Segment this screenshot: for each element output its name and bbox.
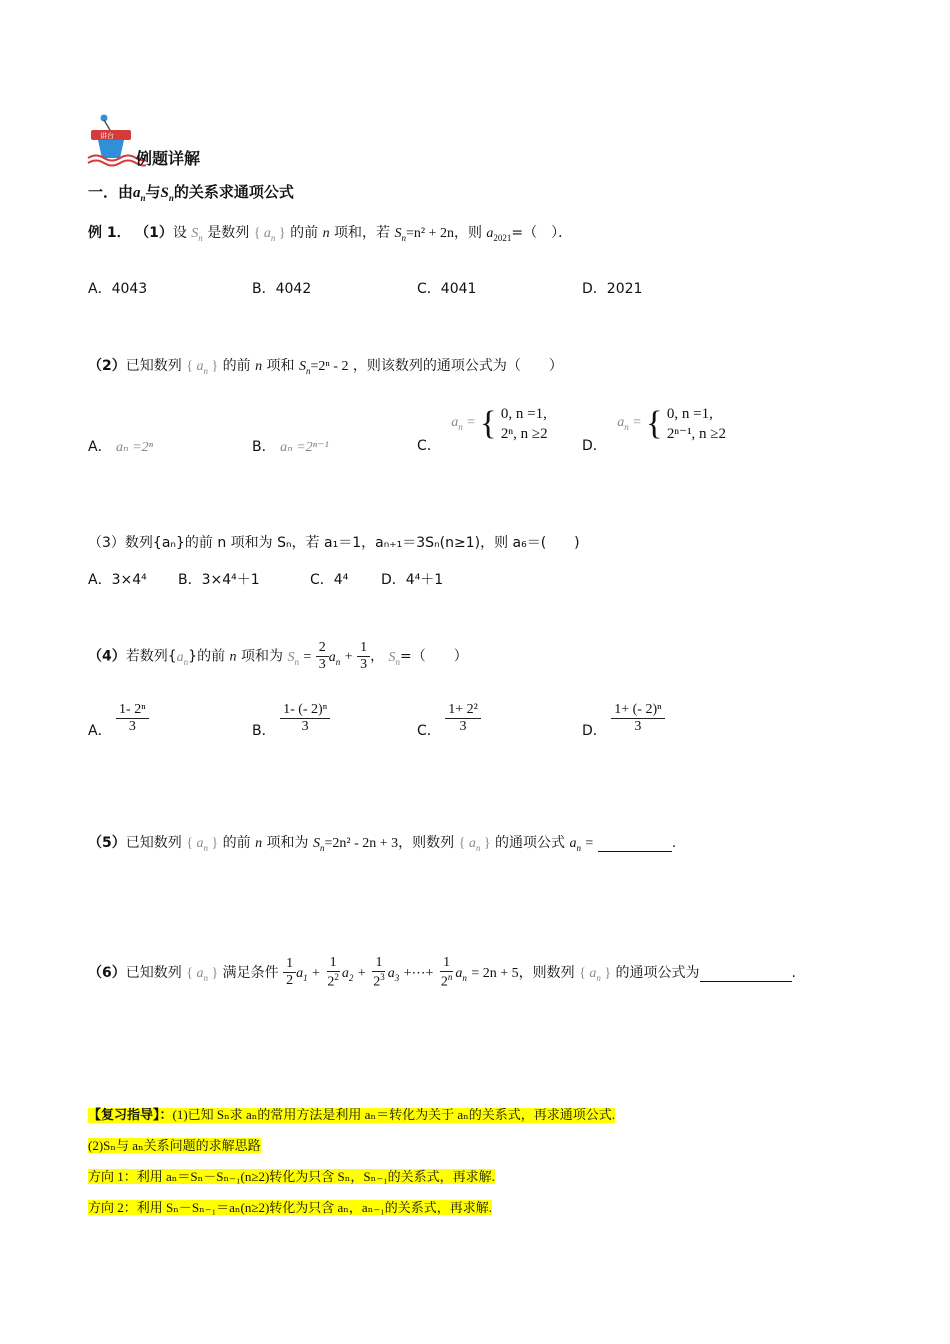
review-guide <box>88 1100 615 1224</box>
q2-option-a[interactable]: A． aₙ =2ⁿ <box>88 439 154 455</box>
q4-option-d[interactable]: D． $\frac{\text{1+ (- 2)ⁿ}}{3}$ <box>582 702 665 735</box>
header <box>86 108 226 168</box>
question-5: （5）已知数列 { $a_n$ } 的前 n 项和为 $S_n=2n^2 - 2n + 3$，则数列 { $a_n$ } 的通项公式 $a_n$ = . <box>88 835 677 853</box>
question-4: （4）若数列$\{a_n\}$的前 n 项和为 $S_n$ = $\frac{2}{3}$ $a_n$ + $\frac{1}{3}$ ， $S_n=$（ ） <box>88 640 468 672</box>
question-6: （6）已知数列 { $a_n$ } 满足条件 $\frac{1}{2}$ $a_1$ + $\frac{1}{2^2}$ $a_2$ + $\frac{1}{2^3}$ $a_3$ +⋯+ $\frac{1}{2^n}$ $a_n = 2n + 5$，则数列 { $a_n$ } 的通项公式为 . <box>88 955 796 990</box>
section-title: 一．由$a_n$与$S_n$的关系求通项公式 <box>88 183 294 203</box>
q3-option-c[interactable]: C．4⁴ <box>310 572 349 588</box>
review-line-1: 【复习指导】：(1)已知 Sₙ求 aₙ的常用方法是利用 aₙ＝转化为关于 aₙ的关系式，再求通项公式. <box>88 1107 615 1123</box>
q2-option-c[interactable]: C． $a_n$ = { 0, n =1, 2ⁿ, n ≥2 <box>417 405 548 454</box>
q3-option-b[interactable]: B．3×4⁴＋1 <box>178 572 260 588</box>
q4-option-c[interactable]: C． $\frac{\text{1+ 2²}}{3}$ <box>417 702 481 735</box>
q5-answer-blank[interactable] <box>598 835 672 852</box>
q6-answer-blank[interactable] <box>700 965 792 982</box>
page-title: 例题详解 <box>136 149 201 168</box>
q1-option-a[interactable]: A．4043 <box>88 281 148 297</box>
q2-option-d[interactable]: D． $a_n$ = { 0, n =1, 2ⁿ⁻¹, n ≥2 <box>582 405 727 454</box>
question-3: （3）数列{aₙ}的前 n 项和为 Sₙ，若 a₁＝1，aₙ₊₁＝3Sₙ(n≥1)，则 a₆＝( ) <box>88 535 580 551</box>
q3-option-d[interactable]: D．4⁴＋1 <box>381 572 444 588</box>
review-line-3: 方向 1：利用 aₙ＝Sₙ－Sₙ₋₁(n≥2)转化为只含 Sₙ，Sₙ₋₁的关系式，再求解. <box>88 1169 495 1184</box>
q1-option-b[interactable]: B．4042 <box>252 281 312 297</box>
q4-option-b[interactable]: B． $\frac{\text{1- (- 2)ⁿ}}{3}$ <box>252 702 330 735</box>
q3-option-a[interactable]: A．3×4⁴ <box>88 572 147 588</box>
review-line-4: 方向 2：利用 Sₙ－Sₙ₋₁＝aₙ(n≥2)转化为只含 aₙ，aₙ₋₁的关系式，再求解. <box>88 1200 492 1215</box>
badge-text: 讲台 <box>100 132 114 140</box>
question-1: 例 1． （1）设 $S_n$ 是数列 { $a_n$ } 的前 n 项和，若 $S_n=n^2 + 2n$，则 $a_{2021}=$（ ）． <box>88 225 573 243</box>
question-2: （2）已知数列 { $a_n$ } 的前 n 项和 $S_n=2^n - 2$ ，则该数列的通项公式为（ ） <box>88 358 563 376</box>
review-line-2: (2)Sₙ与 aₙ关系问题的求解思路 <box>88 1138 261 1153</box>
q1-option-d[interactable]: D．2021 <box>582 281 643 297</box>
q1-option-c[interactable]: C．4041 <box>417 281 477 297</box>
q2-option-b[interactable]: B． aₙ =2ⁿ⁻¹ <box>252 439 329 455</box>
q4-option-a[interactable]: A． $\frac{\text{1- 2ⁿ}}{3}$ <box>88 702 149 735</box>
